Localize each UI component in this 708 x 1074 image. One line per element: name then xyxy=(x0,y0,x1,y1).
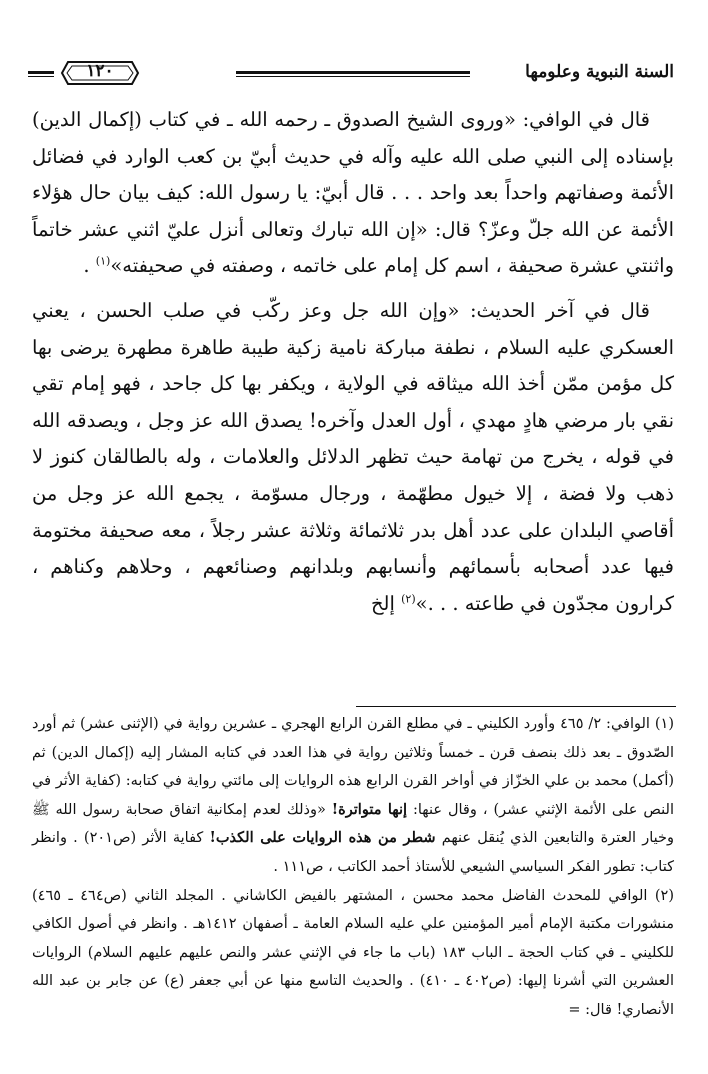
footnote-2-text: (٢) الوافي للمحدث الفاضل محمد محسن ، المشتهر بالفيض الكاشاني . المجلد الثاني (ص٤٦٤ ـ ٤٦٥) منشورات مكتبة الإمام أمير المؤمنين علي عليه السلام العامة ـ أصفهان ١٤١٢هـ . وانظر في أصول الكافي للكليني ـ في كتاب الحجة ـ الباب ١٨٣ (باب ما جاء في الإثني عشر والنص عليهم عليهم السلام) الروايات العشرين التي أشرنا إليها: (ص٤٠٢ ـ ٤١٠) . والحديث التاسع منها عن أبي جعفر (ع) عن جابر بن عبد الله الأنصاري! قال: = xyxy=(32,887,674,1018)
paragraph-2-end: إلخ xyxy=(370,591,402,615)
header-rule-left-thin xyxy=(28,76,54,77)
footnote-1-bold-a: إنها متواترة! xyxy=(331,800,408,818)
footnote-ref-1: (١) xyxy=(95,254,111,268)
page-number-ornament xyxy=(58,58,142,88)
running-header xyxy=(28,52,674,94)
paragraph-2 xyxy=(32,293,674,622)
footnote-1-text-a: (١) الوافي: ٢/ ٤٦٥ وأورد الكليني ـ في مطلع القرن الرابع الهجري ـ عشرين رواية في (الإثنى عشر) ثم أورد الصّدوق ـ بعد ذلك بنصف قرن ـ خمساً وثلاثين رواية في هذا العدد في كتابه المشار إليه (إكمال الدين) ثم (أكمل) محمد بن علي الخزّاز في أواخر القرن الرابع هذه الروايات إلى مائتي رواية في كتابه: (كفاية الأثر في النص على الأئمة الإثني عشر) ، وقال عنها: xyxy=(32,716,674,818)
running-title: السنة النبوية وعلومها xyxy=(525,62,674,82)
footnote-1-text-c: كفاية الأثر (ص٢٠١) . وانظر كتاب: تطور الفكر السياسي الشيعي للأستاذ أحمد الكاتب ، ص١١١ . xyxy=(32,830,674,875)
footnotes xyxy=(32,710,674,1025)
paragraph-1-end: . xyxy=(83,254,96,278)
footnote-ref-2: (٢) xyxy=(401,592,416,606)
header-rule-thin xyxy=(236,76,470,77)
footnote-1 xyxy=(32,710,674,882)
header-rule-left xyxy=(28,71,54,74)
paragraph-1 xyxy=(32,102,674,285)
main-text xyxy=(32,102,674,630)
footnote-1-text-b: «وذلك لعدم إمكانية اتفاق صحابة رسول الله ﷺ وخيار العترة والتابعين الذي يُنقل عنهم xyxy=(32,801,674,847)
header-rule xyxy=(236,71,470,74)
footnote-separator xyxy=(356,706,676,707)
paragraph-2-text: قال في آخر الحديث: «وإن الله جل وعز ركّب في صلب الحسن ، يعني العسكري عليه السلام ، نطفة مباركة نامية زكية طيبة طاهرة مطهرة يرضى بها كل مؤمن ممّن أخذ الله ميثاقه في الولاية ، ويكفر بها كل جاحد ، فهو إمام تقي نقي بار مرضي هادٍ مهدي ، أول العدل وآخره! يصدق الله عز وجل ، ويصدقه الله في قوله ، يخرج من تهامة حيث تظهر الدلائل والعلامات ، وله بالطالقان كنوز لا ذهب ولا فضة ، إلا خيول مطهّمة ، ورجال مسوّمة ، يجمع الله عز وجل من أقاصي البلدان على عدد أهل بدر ثلاثمائة وثلاثة عشر رجلاً ، معه صحيفة مختومة فيها عدد أصحابه بأسمائهم وأنسابهم وبلدانهم وصنائعهم ، وحلاهم وكناهم ، كرارون مجدّون في طاعته . . .» xyxy=(32,298,674,615)
footnote-1-bold-b: شطر من هذه الروايات على الكذب! xyxy=(209,829,436,847)
paragraph-1-text: قال في الوافي: «وروى الشيخ الصدوق ـ رحمه الله ـ في كتاب (إكمال الدين) بإسناده إلى النبي صلى الله عليه وآله في حديث أبيّ بن كعب الوارد في فضائل الأئمة وصفاتهم واحداً بعد واحد . . . قال أبيّ: يا رسول الله: كيف بيان حال هؤلاء الأئمة عن الله جلّ وعزّ؟ قال: «إن الله تبارك وتعالى أنزل عليّ اثني عشر خاتماً واثنتي عشرة صحيفة ، اسم كل إمام على خاتمه ، وصفته في صحيفته» xyxy=(32,108,674,278)
footnote-2 xyxy=(32,882,674,1025)
page-number: ١٢٠ xyxy=(86,61,114,81)
